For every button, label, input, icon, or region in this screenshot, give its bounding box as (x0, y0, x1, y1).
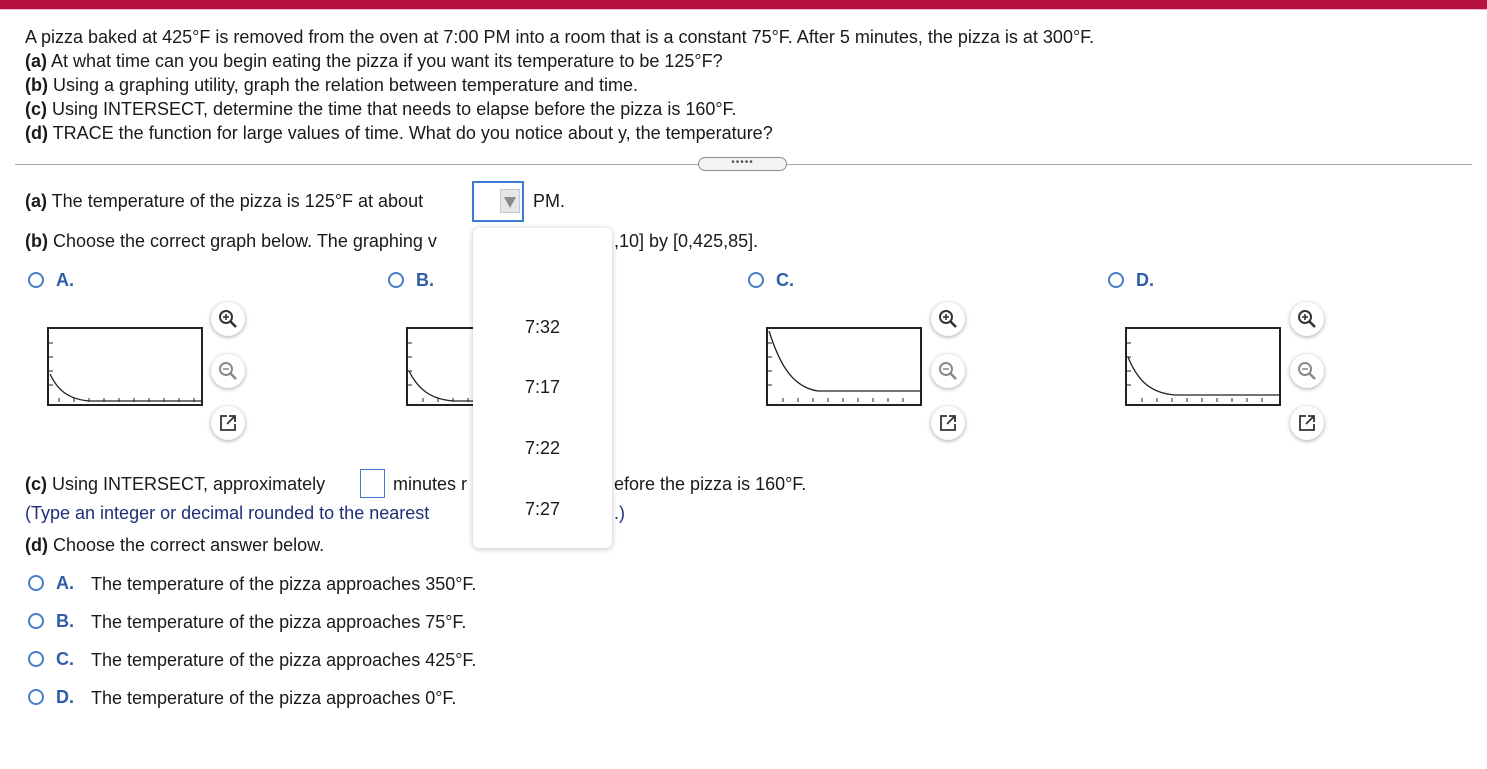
answer-b-text: Choose the correct graph below. The graphing v (47, 231, 437, 251)
graph-d-thumbnail (1125, 327, 1281, 406)
popout-icon (938, 413, 958, 433)
answer-b-window: ,10] by [0,425,85]. (614, 231, 759, 251)
answer-a-prompt (25, 189, 423, 213)
zoom-out-icon (218, 361, 238, 381)
zoom-in-button[interactable] (931, 302, 965, 336)
answer-c-text: Using INTERSECT, approximately (47, 474, 326, 494)
zoom-in-icon (218, 309, 238, 329)
problem-part-a (25, 49, 723, 73)
problem-intro: A pizza baked at 425°F is removed from the oven at 7:00 PM into a room that is a constant 75°F. After 5 minutes, the pizza is at 300°F. (25, 27, 1095, 47)
d-choice-text[interactable]: The temperature of the pizza approaches 425°F. (91, 650, 477, 670)
graph-radio-b[interactable] (388, 272, 404, 288)
part-text: Using INTERSECT, determine the time that needs to elapse before the pizza is 160°F. (47, 99, 737, 119)
part-label: (b) (25, 231, 48, 251)
dropdown-option[interactable]: 7:27 (524, 499, 561, 519)
brand-bar (0, 0, 1487, 9)
graph-radio-c[interactable] (748, 272, 764, 288)
answer-c-mid: minutes r (393, 474, 468, 494)
zoom-out-icon (938, 361, 958, 381)
graph-choice-letter[interactable]: B. (416, 270, 434, 290)
answer-c-prompt (25, 472, 325, 496)
d-choice-letter[interactable]: D. (56, 687, 74, 707)
d-radio-a[interactable] (28, 575, 44, 591)
problem-part-c (25, 97, 737, 121)
zoom-out-button[interactable] (211, 354, 245, 388)
answer-a-text: The temperature of the pizza is 125°F at about (47, 191, 424, 211)
time-select[interactable] (472, 181, 524, 222)
popout-button[interactable] (931, 406, 965, 440)
answer-b-prompt (25, 229, 437, 253)
d-choice-text[interactable]: The temperature of the pizza approaches 75°F. (91, 612, 467, 632)
problem-part-d (25, 121, 773, 145)
graph-c-thumbnail (766, 327, 922, 406)
part-label: (c) (25, 474, 47, 494)
d-choice-text[interactable]: The temperature of the pizza approaches 0°F. (91, 688, 457, 708)
zoom-out-button[interactable] (1290, 354, 1324, 388)
minutes-input[interactable] (360, 469, 385, 498)
dropdown-option[interactable]: 7:32 (524, 317, 561, 337)
d-choice-letter[interactable]: A. (56, 573, 74, 593)
part-label: (d) (25, 535, 48, 555)
d-radio-b[interactable] (28, 613, 44, 629)
answer-c-note-end: .) (614, 503, 625, 523)
graph-choice-letter[interactable]: D. (1136, 270, 1154, 290)
dropdown-option[interactable]: 7:17 (524, 377, 561, 397)
popout-icon (218, 413, 238, 433)
zoom-in-icon (938, 309, 958, 329)
part-text: Using a graphing utility, graph the relation between temperature and time. (47, 75, 638, 95)
zoom-in-icon (1297, 309, 1317, 329)
answer-d-text: Choose the correct answer below. (47, 535, 325, 555)
graph-radio-a[interactable] (28, 272, 44, 288)
zoom-out-button[interactable] (931, 354, 965, 388)
brand-bar-shadow (0, 9, 1487, 10)
answer-a-suffix: PM. (533, 191, 566, 211)
part-label: (a) (25, 51, 47, 71)
d-radio-d[interactable] (28, 689, 44, 705)
d-radio-c[interactable] (28, 651, 44, 667)
part-label: (b) (25, 75, 48, 95)
answer-c-suffix: efore the pizza is 160°F. (614, 474, 807, 494)
d-choice-text[interactable]: The temperature of the pizza approaches 350°F. (91, 574, 477, 594)
part-label: (a) (25, 191, 47, 211)
answer-c-note: (Type an integer or decimal rounded to the nearest (25, 503, 430, 523)
zoom-in-button[interactable] (1290, 302, 1324, 336)
popout-button[interactable] (1290, 406, 1324, 440)
popout-button[interactable] (211, 406, 245, 440)
resize-handle[interactable]: ••••• (698, 157, 787, 171)
zoom-in-button[interactable] (211, 302, 245, 336)
part-text: TRACE the function for large values of time. What do you notice about y, the temperature? (47, 123, 773, 143)
dropdown-option[interactable]: 7:22 (524, 438, 561, 458)
zoom-out-icon (1297, 361, 1317, 381)
problem-part-b (25, 73, 638, 97)
answer-d-prompt (25, 533, 324, 557)
dropdown-arrow-icon[interactable] (500, 189, 520, 213)
part-label: (c) (25, 99, 47, 119)
time-dropdown-list (473, 228, 612, 548)
graph-a-thumbnail (47, 327, 203, 406)
popout-icon (1297, 413, 1317, 433)
d-choice-letter[interactable]: B. (56, 611, 74, 631)
part-label: (d) (25, 123, 48, 143)
part-text: At what time can you begin eating the pizza if you want its temperature to be 125°F? (47, 51, 723, 71)
graph-choice-letter[interactable]: A. (56, 270, 74, 290)
d-choice-letter[interactable]: C. (56, 649, 74, 669)
graph-radio-d[interactable] (1108, 272, 1124, 288)
graph-choice-letter[interactable]: C. (776, 270, 794, 290)
